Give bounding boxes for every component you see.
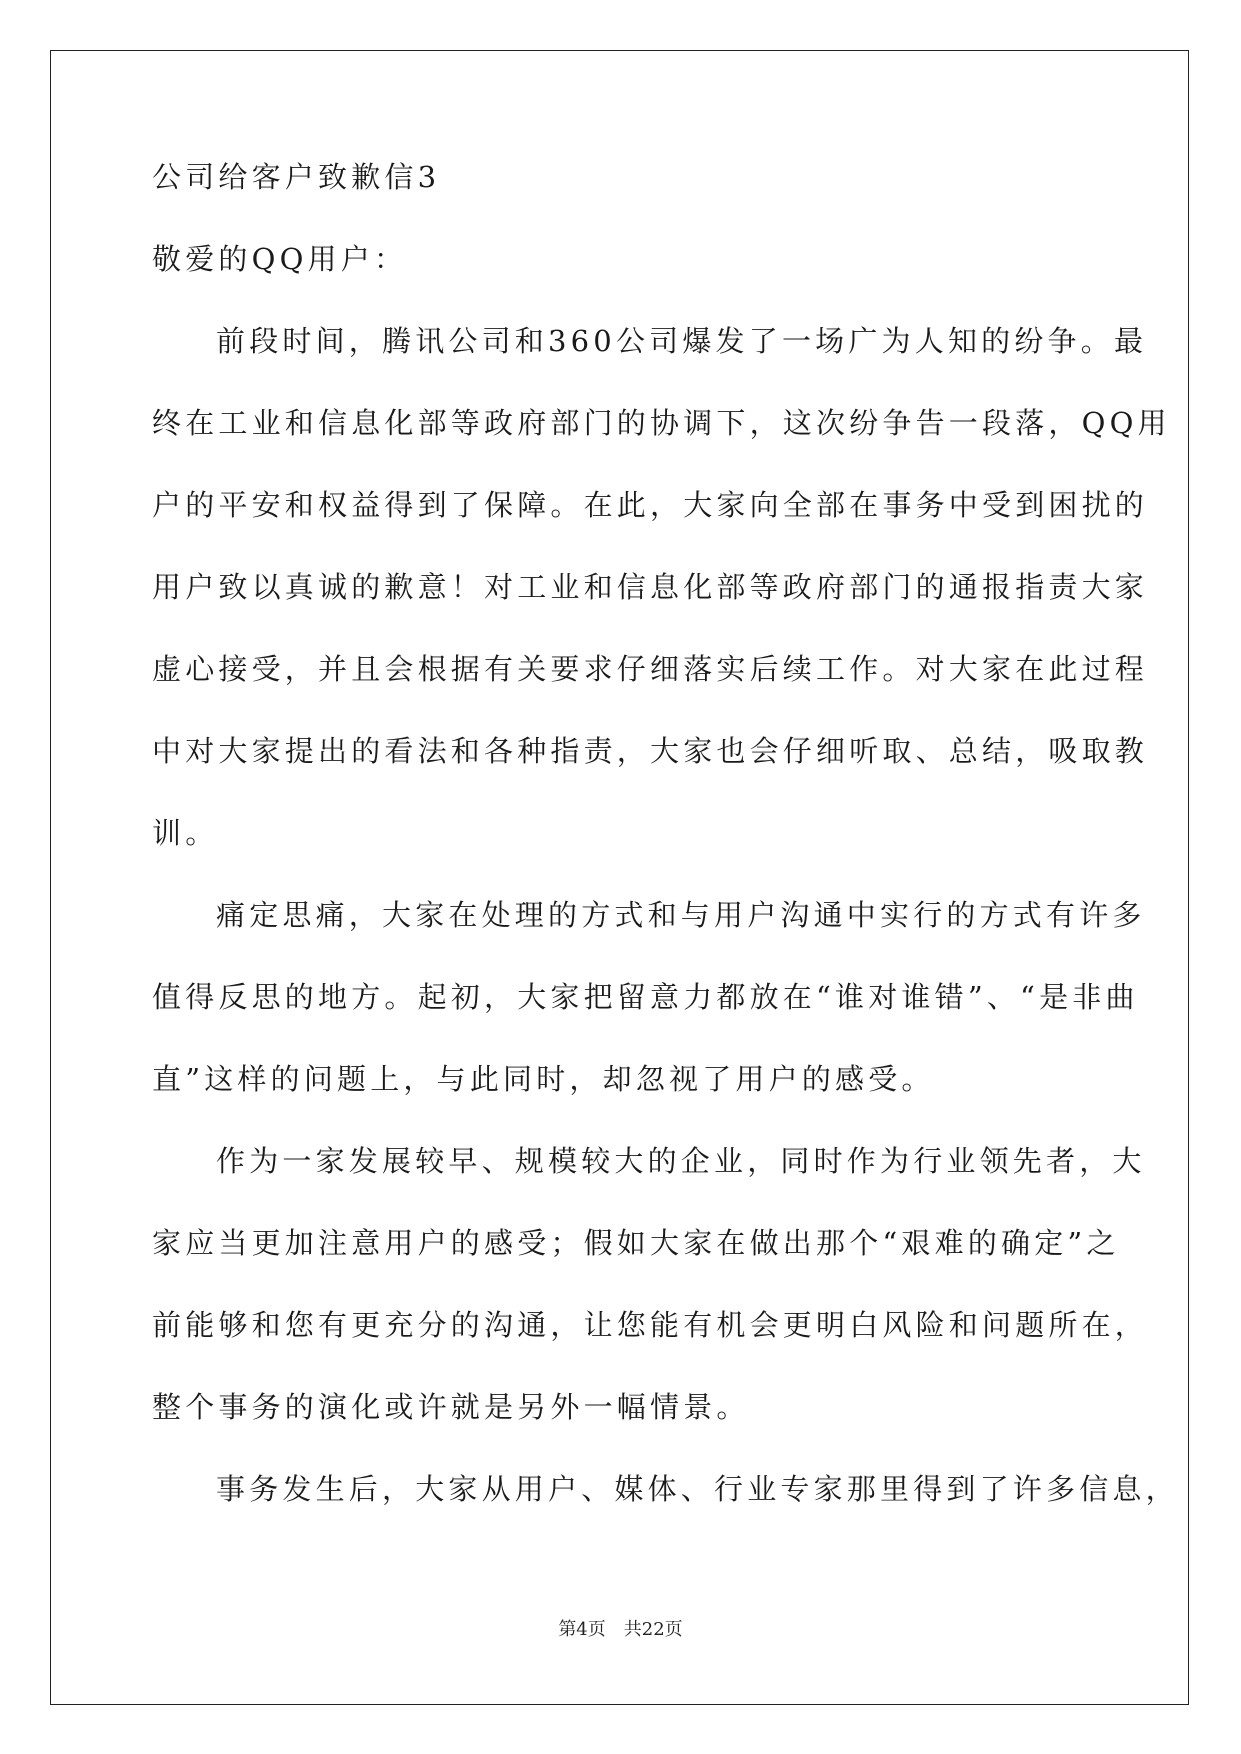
body-line: 虚心接受，并且会根据有关要求仔细落实后续工作。对大家在此过程 [152,652,1149,686]
body-line: 值得反思的地方。起初，大家把留意力都放在“谁对谁错”、“是非曲 [152,980,1139,1014]
document-title: 公司给客户致歉信3 [152,160,441,194]
body-line: 事务发生后，大家从用户、媒体、行业专家那里得到了许多信息， [216,1472,1179,1506]
body-line: 训。 [152,816,219,850]
body-line: 家应当更加注意用户的感受；假如大家在做出那个“艰难的确定”之 [152,1226,1120,1260]
body-line: 前段时间，腾讯公司和360公司爆发了一场广为人知的纷争。最 [216,324,1148,358]
body-line: 前能够和您有更充分的沟通，让您能有机会更明白风险和问题所在， [152,1308,1149,1342]
page-total: 共22页 [623,1619,683,1640]
body-line: 作为一家发展较早、规模较大的企业，同时作为行业领先者，大 [216,1144,1146,1178]
page-footer [0,1615,1241,1641]
body-line: 痛定思痛，大家在处理的方式和与用户沟通中实行的方式有许多 [216,898,1146,932]
body-line: 终在工业和信息化部等政府部门的协调下，这次纷争告一段落，QQ用 [152,406,1171,440]
salutation: 敬爱的QQ用户： [152,242,408,276]
body-line: 户的平安和权益得到了保障。在此，大家向全部在事务中受到困扰的 [152,488,1149,522]
document-body [152,160,1179,1554]
body-line: 用户致以真诚的歉意！对工业和信息化部等政府部门的通报指责大家 [152,570,1149,604]
body-line: 中对大家提出的看法和各种指责，大家也会仔细听取、总结，吸取教 [152,734,1149,768]
body-line: 直”这样的问题上，与此同时，却忽视了用户的感受。 [152,1062,935,1096]
body-line: 整个事务的演化或许就是另外一幅情景。 [152,1390,750,1424]
page-number: 第4页 [558,1619,606,1640]
